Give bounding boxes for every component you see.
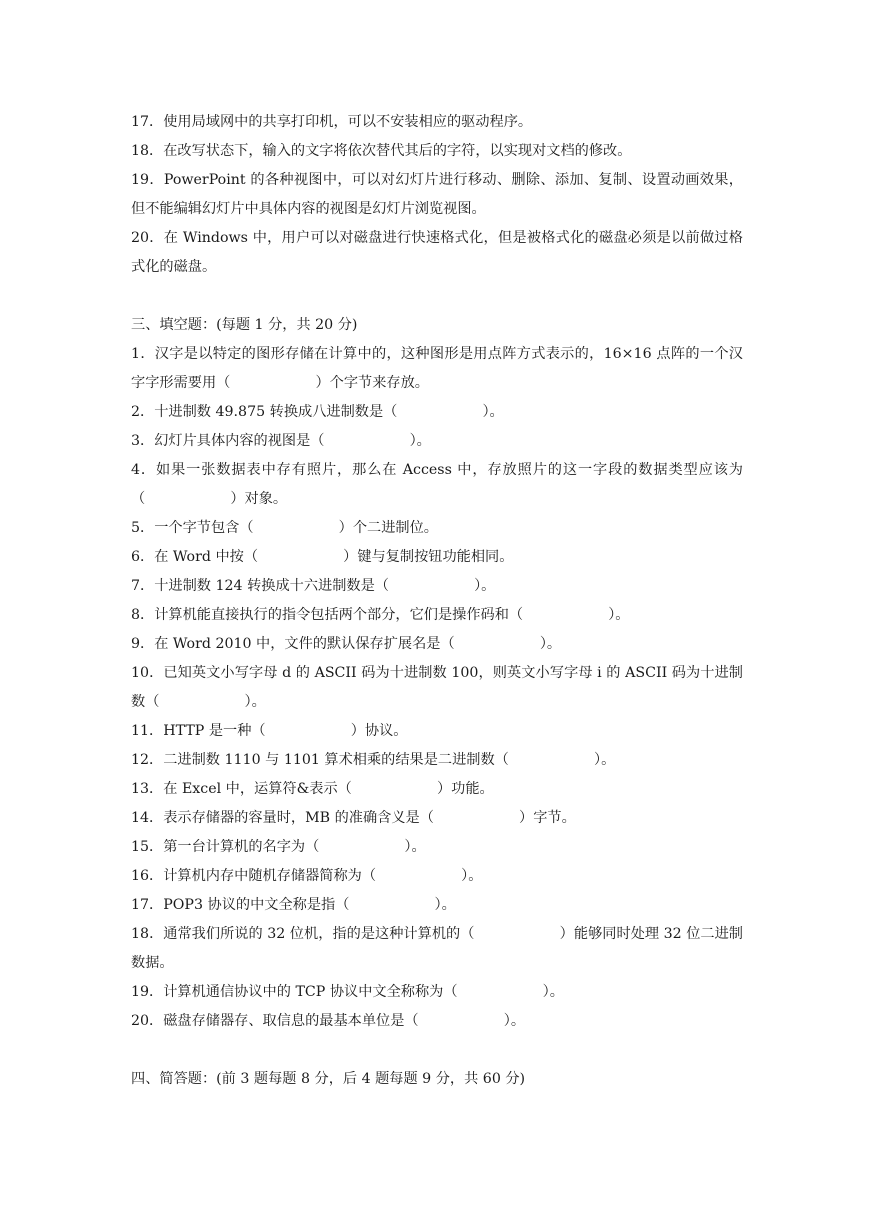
fill-item-5: 5．一个字节包含（ ）个二进制位。 — [131, 520, 438, 536]
fill-item-6: 6．在 Word 中按（ ）键与复制按钮功能相同。 — [131, 549, 514, 565]
fill-item-1: 1．汉字是以特定的图形存储在计算中的，这种图形是用点阵方式表示的，16×16 点阵的一个汉字字形需要用（ ）个字节来存放。 — [131, 346, 743, 391]
fill-item-18: 18．通常我们所说的 32 位机，指的是这种计算机的（ ）能够同时处理 32 位二进制数据。 — [131, 926, 743, 971]
fill-item-10: 10．已知英文小写字母 d 的 ASCII 码为十进制数 100，则英文小写字母 i 的 ASCII 码为十进制数（ ）。 — [131, 665, 743, 710]
fill-item-17: 17．POP3 协议的中文全称是指（ ）。 — [131, 897, 456, 913]
fill-item-4: 4．如果一张数据表中存有照片，那么在 Access 中，存放照片的这一字段的数据类型应该为（ ）对象。 — [131, 462, 743, 507]
fill-item-16: 16．计算机内存中随机存储器简称为（ ）。 — [131, 868, 483, 884]
fill-item-19: 19．计算机通信协议中的 TCP 协议中文全称称为（ ）。 — [131, 984, 564, 1000]
fill-item-7: 7．十进制数 124 转换成十六进制数是（ ）。 — [131, 578, 496, 594]
fill-item-13: 13．在 Excel 中，运算符&表示（ ）功能。 — [131, 781, 494, 797]
judge-item-18: 18．在改写状态下，输入的文字将依次替代其后的字符，以实现对文档的修改。 — [131, 143, 632, 159]
fill-item-12: 12．二进制数 1110 与 1101 算术相乘的结果是二进制数（ ）。 — [131, 752, 616, 768]
judge-item-17: 17．使用局域网中的共享打印机，可以不安装相应的驱动程序。 — [131, 114, 533, 130]
fill-item-3: 3．幻灯片具体内容的视图是（ ）。 — [131, 433, 431, 449]
judge-item-19: 19．PowerPoint 的各种视图中，可以对幻灯片进行移动、删除、添加、复制、设置动画效果，但不能编辑幻灯片中具体内容的视图是幻灯片浏览视图。 — [131, 172, 743, 217]
judge-item-20: 20．在 Windows 中，用户可以对磁盘进行快速格式化，但是被格式化的磁盘必须是以前做过格式化的磁盘。 — [131, 230, 743, 275]
fill-item-20: 20．磁盘存储器存、取信息的最基本单位是（ ）。 — [131, 1013, 526, 1029]
fill-item-2: 2．十进制数 49.875 转换成八进制数是（ ）。 — [131, 404, 504, 420]
fill-item-15: 15．第一台计算机的名字为（ ）。 — [131, 839, 426, 855]
fill-section-title: 三、填空题：(每题 1 分，共 20 分) — [131, 317, 358, 333]
section-gap — [131, 1036, 743, 1065]
fill-item-14: 14．表示存储器的容量时，MB 的准确含义是（ ）字节。 — [131, 810, 576, 826]
document-page — [131, 108, 743, 1094]
fill-item-8: 8．计算机能直接执行的指令包括两个部分，它们是操作码和（ ）。 — [131, 607, 630, 623]
fill-item-11: 11．HTTP 是一种（ ）协议。 — [131, 723, 408, 739]
section-gap — [131, 282, 743, 311]
short-answer-section-title: 四、简答题：(前 3 题每题 8 分，后 4 题每题 9 分，共 60 分) — [131, 1071, 526, 1087]
fill-item-9: 9．在 Word 2010 中，文件的默认保存扩展名是（ ）。 — [131, 636, 562, 652]
